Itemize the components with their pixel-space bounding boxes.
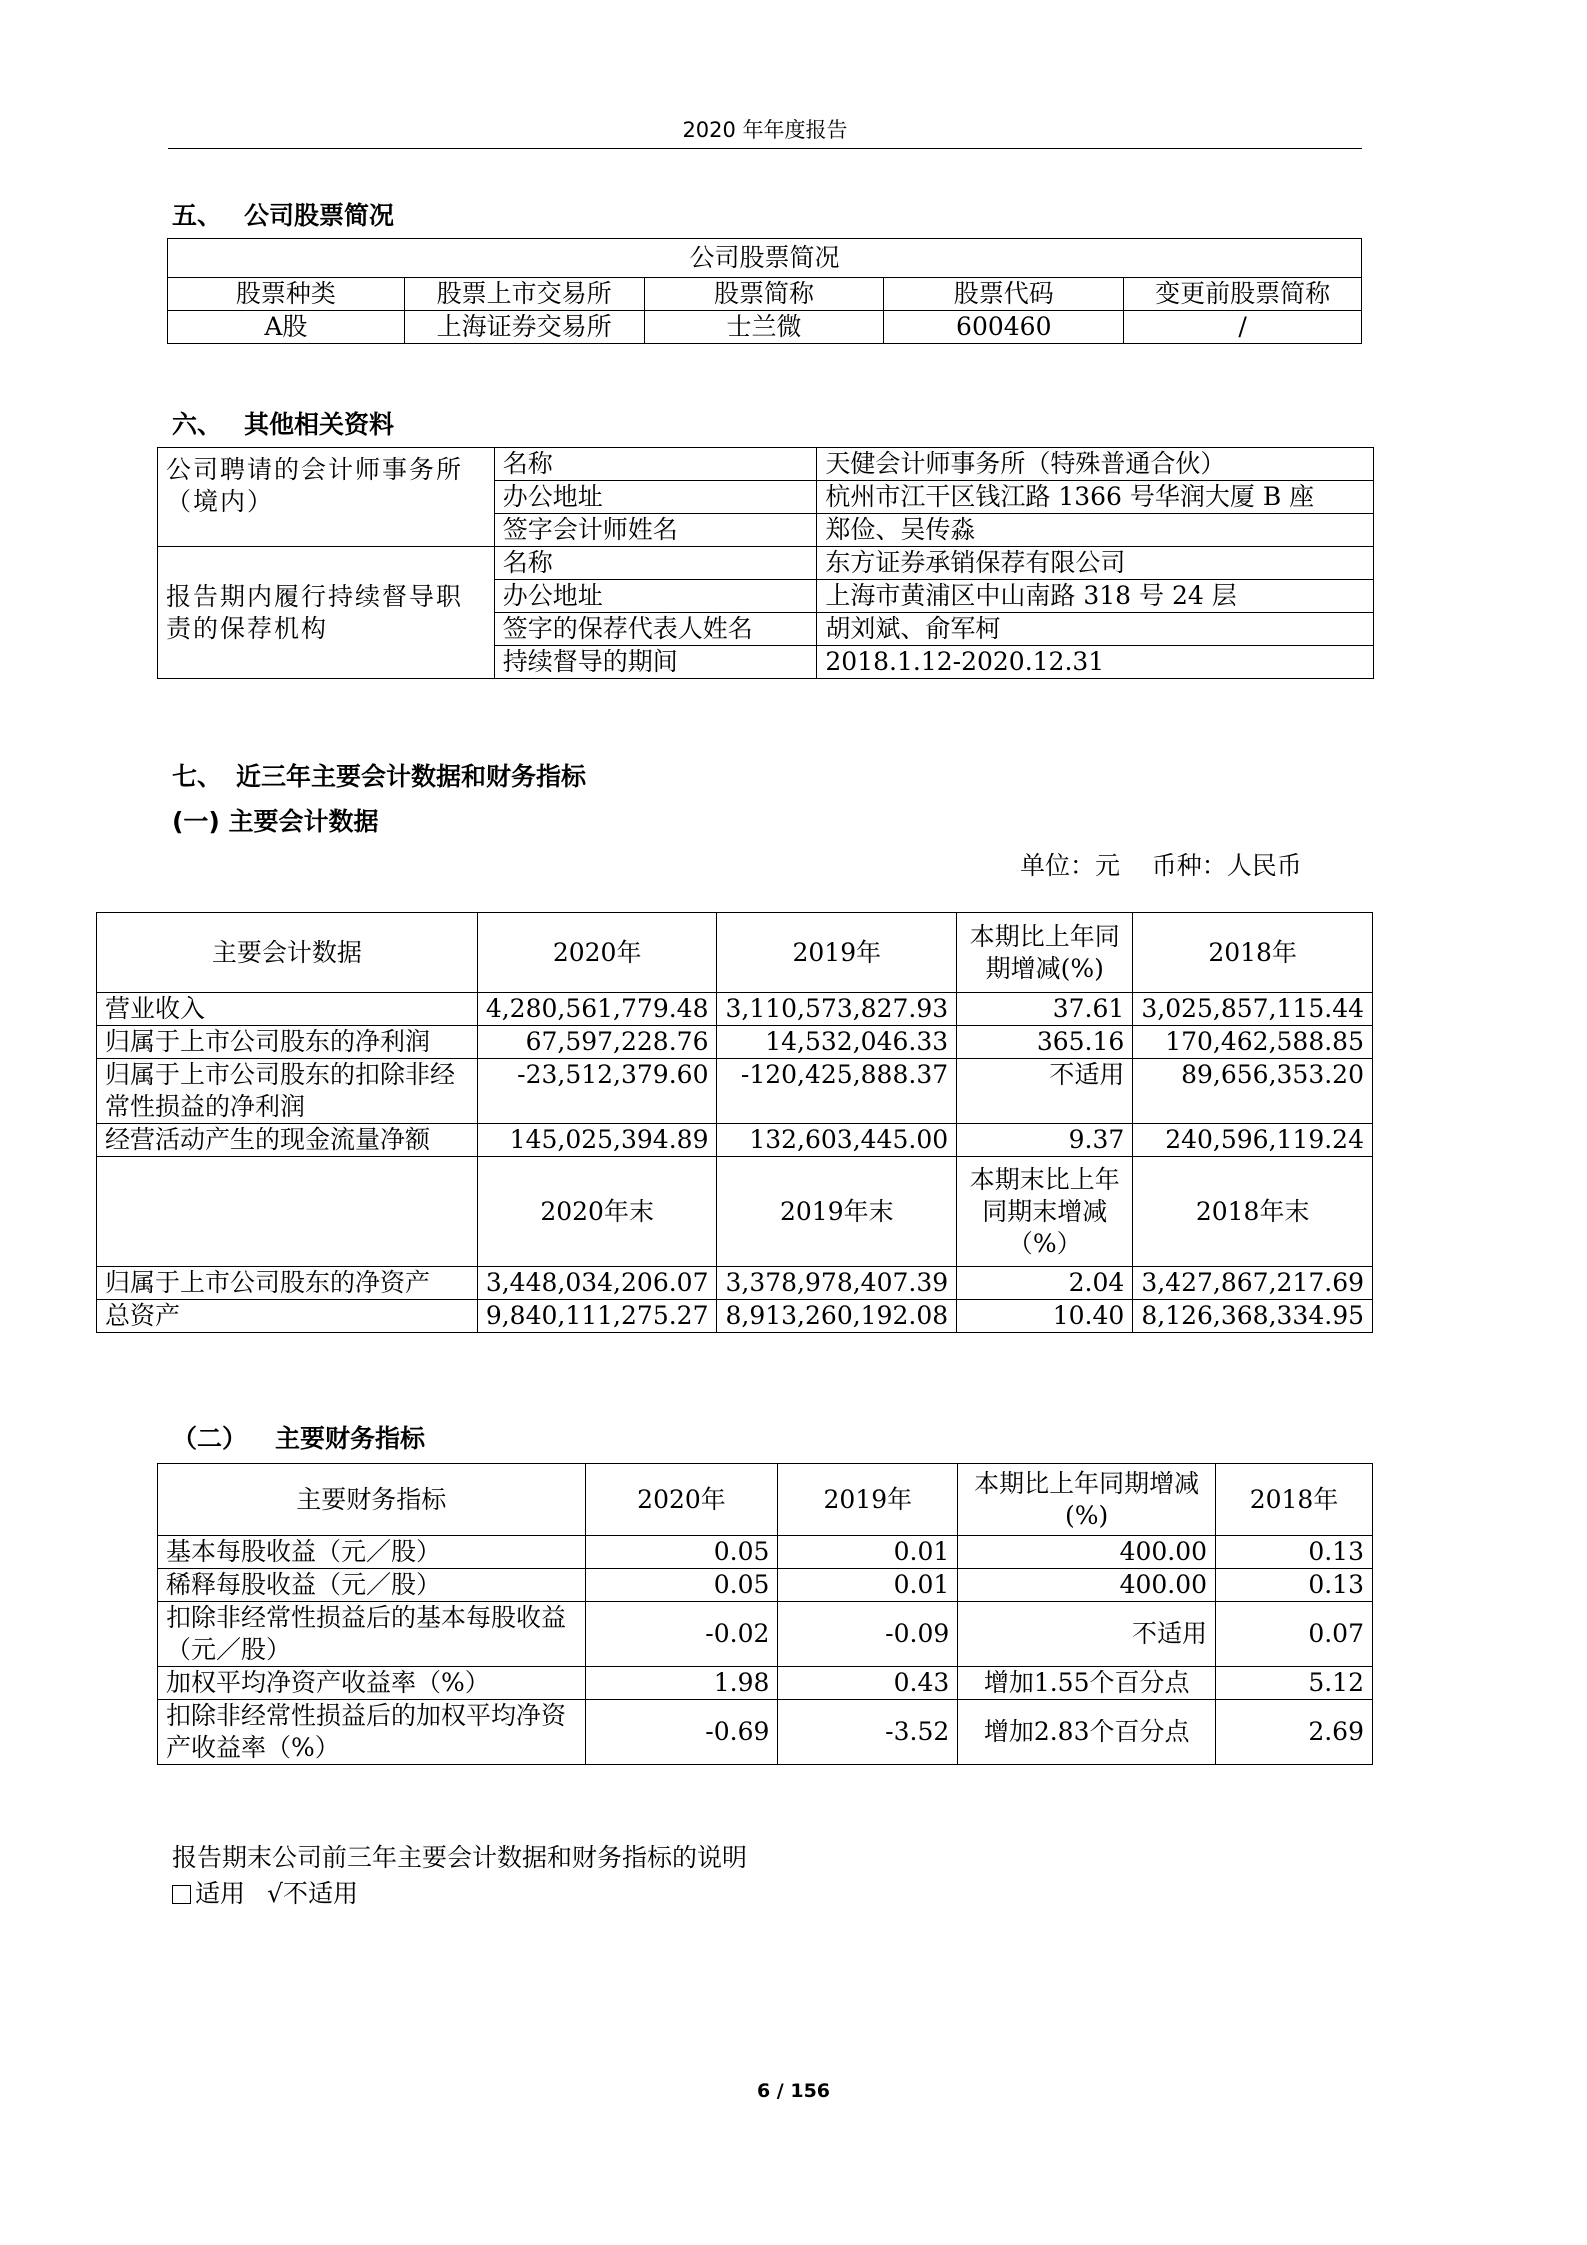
col-header: 股票种类 bbox=[168, 278, 405, 311]
row-label: 基本每股收益（元／股） bbox=[158, 1536, 586, 1569]
col-header: 2019年末 bbox=[717, 1157, 957, 1267]
cell-value: 9,840,111,275.27 bbox=[477, 1300, 717, 1333]
cell-value: -0.02 bbox=[585, 1602, 778, 1667]
cell-value: 0.13 bbox=[1216, 1536, 1373, 1569]
cell-value: 3,110,573,827.93 bbox=[717, 993, 957, 1026]
field-value: 上海市黄浦区中山南路 318 号 24 层 bbox=[817, 580, 1374, 613]
table-row bbox=[158, 1569, 1373, 1602]
auditor-label: 公司聘请的会计师事务所（境内） bbox=[158, 448, 495, 547]
col-header: 本期比上年同期增减(%) bbox=[958, 1464, 1216, 1536]
cell-value: 5.12 bbox=[1216, 1667, 1373, 1700]
col-header: 主要财务指标 bbox=[158, 1464, 586, 1536]
sponsor-label: 报告期内履行持续督导职责的保荐机构 bbox=[158, 547, 495, 679]
table-row bbox=[97, 1059, 1373, 1124]
cell-value: 67,597,228.76 bbox=[477, 1026, 717, 1059]
table-header-row bbox=[158, 1464, 1373, 1536]
table-row bbox=[158, 448, 1374, 481]
field-key: 名称 bbox=[494, 547, 817, 580]
cell-value: 8,126,368,334.95 bbox=[1133, 1300, 1373, 1333]
row-label: 营业收入 bbox=[97, 993, 478, 1026]
cell-value: 365.16 bbox=[957, 1026, 1133, 1059]
col-header: 主要会计数据 bbox=[97, 913, 478, 993]
cell-value: 0.05 bbox=[585, 1536, 778, 1569]
cell-value: 9.37 bbox=[957, 1124, 1133, 1157]
col-header: 本期比上年同期增减(%) bbox=[957, 913, 1133, 993]
field-key: 办公地址 bbox=[494, 580, 817, 613]
col-header bbox=[97, 1157, 478, 1267]
field-key: 签字的保荐代表人姓名 bbox=[494, 613, 817, 646]
field-value: 胡刘斌、俞军柯 bbox=[817, 613, 1374, 646]
cell-value: 1.98 bbox=[585, 1667, 778, 1700]
stock-short-name: 士兰微 bbox=[644, 311, 884, 344]
applicability-options bbox=[172, 1874, 358, 1910]
financial-indicators-table bbox=[157, 1463, 1373, 1765]
col-header: 2020年 bbox=[585, 1464, 778, 1536]
stock-type: A股 bbox=[168, 311, 405, 344]
cell-value: 8,913,260,192.08 bbox=[717, 1300, 957, 1333]
field-key: 签字会计师姓名 bbox=[494, 514, 817, 547]
cell-value: 增加1.55个百分点 bbox=[958, 1667, 1216, 1700]
cell-value: 400.00 bbox=[958, 1536, 1216, 1569]
subsection2-title: 主要财务指标 bbox=[275, 1424, 426, 1453]
cell-value: -120,425,888.37 bbox=[717, 1059, 957, 1124]
cell-value: 0.13 bbox=[1216, 1569, 1373, 1602]
section5-heading bbox=[172, 196, 394, 232]
cell-value: 170,462,588.85 bbox=[1133, 1026, 1373, 1059]
cell-value: -0.09 bbox=[778, 1602, 958, 1667]
section5-number: 五、 bbox=[172, 201, 223, 230]
col-header: 2018年 bbox=[1133, 913, 1373, 993]
cell-value: 145,025,394.89 bbox=[477, 1124, 717, 1157]
checkbox-empty-icon bbox=[172, 1885, 191, 1904]
stock-code: 600460 bbox=[884, 311, 1124, 344]
col-header: 股票简称 bbox=[644, 278, 884, 311]
table-row bbox=[97, 1267, 1373, 1300]
field-value: 东方证券承销保荐有限公司 bbox=[817, 547, 1374, 580]
stock-exchange: 上海证券交易所 bbox=[404, 311, 644, 344]
row-label: 归属于上市公司股东的扣除非经常性损益的净利润 bbox=[97, 1059, 478, 1124]
unit-note: 单位：元 币种：人民币 bbox=[1020, 851, 1302, 880]
col-header: 变更前股票简称 bbox=[1124, 278, 1362, 311]
check-mark-icon: √ bbox=[267, 1879, 283, 1908]
cell-value: 3,427,867,217.69 bbox=[1133, 1267, 1373, 1300]
cell-value: 2.04 bbox=[957, 1267, 1133, 1300]
field-key: 名称 bbox=[494, 448, 817, 481]
col-header: 2018年 bbox=[1216, 1464, 1373, 1536]
option-not-applicable: 不适用 bbox=[282, 1879, 358, 1908]
table-row bbox=[158, 1700, 1373, 1765]
field-value: 郑俭、吴传淼 bbox=[817, 514, 1374, 547]
field-value: 天健会计师事务所（特殊普通合伙） bbox=[817, 448, 1374, 481]
row-label: 加权平均净资产收益率（%） bbox=[158, 1667, 586, 1700]
cell-value: 4,280,561,779.48 bbox=[477, 993, 717, 1026]
table-header-row bbox=[97, 913, 1373, 993]
col-header: 2020年 bbox=[477, 913, 717, 993]
cell-value: 3,448,034,206.07 bbox=[477, 1267, 717, 1300]
field-key: 办公地址 bbox=[494, 481, 817, 514]
section5-title: 公司股票简况 bbox=[244, 201, 395, 230]
table-header-row bbox=[97, 1157, 1373, 1267]
row-label: 归属于上市公司股东的净利润 bbox=[97, 1026, 478, 1059]
row-label: 扣除非经常性损益后的基本每股收益（元／股） bbox=[158, 1602, 586, 1667]
subsection-financial-indicators bbox=[172, 1419, 425, 1455]
cell-value: 14,532,046.33 bbox=[717, 1026, 957, 1059]
cell-value: 0.05 bbox=[585, 1569, 778, 1602]
row-label: 扣除非经常性损益后的加权平均净资产收益率（%） bbox=[158, 1700, 586, 1765]
cell-value: -0.69 bbox=[585, 1700, 778, 1765]
cell-value: 89,656,353.20 bbox=[1133, 1059, 1373, 1124]
section7-title: 近三年主要会计数据和财务指标 bbox=[236, 762, 587, 791]
field-key: 持续督导的期间 bbox=[494, 646, 817, 679]
cell-value: 10.40 bbox=[957, 1300, 1133, 1333]
stock-table-title: 公司股票简况 bbox=[168, 239, 1362, 278]
col-header: 股票代码 bbox=[884, 278, 1124, 311]
table-row bbox=[97, 1026, 1373, 1059]
table-row bbox=[158, 1667, 1373, 1700]
col-header: 2020年末 bbox=[477, 1157, 717, 1267]
cell-value: 不适用 bbox=[958, 1602, 1216, 1667]
cell-value: 0.01 bbox=[778, 1536, 958, 1569]
explanation-note: 报告期末公司前三年主要会计数据和财务指标的说明 bbox=[172, 1843, 748, 1872]
cell-value: 132,603,445.00 bbox=[717, 1124, 957, 1157]
table-row bbox=[168, 311, 1362, 344]
page-header: 2020 年年度报告 bbox=[682, 118, 848, 142]
cell-value: 0.43 bbox=[778, 1667, 958, 1700]
col-header: 股票上市交易所 bbox=[404, 278, 644, 311]
cell-value: 240,596,119.24 bbox=[1133, 1124, 1373, 1157]
cell-value: 增加2.83个百分点 bbox=[958, 1700, 1216, 1765]
table-row bbox=[158, 547, 1374, 580]
previous-short-name: / bbox=[1124, 311, 1362, 344]
option-applicable: 适用 bbox=[195, 1879, 246, 1908]
table-row bbox=[97, 1124, 1373, 1157]
col-header: 2019年 bbox=[717, 913, 957, 993]
section6-title: 其他相关资料 bbox=[244, 410, 395, 439]
cell-value: 0.07 bbox=[1216, 1602, 1373, 1667]
header-rule bbox=[168, 148, 1362, 149]
stock-table bbox=[167, 238, 1362, 344]
cell-value: 0.01 bbox=[778, 1569, 958, 1602]
cell-value: 3,025,857,115.44 bbox=[1133, 993, 1373, 1026]
subsection2-number: （二） bbox=[172, 1424, 248, 1453]
section7-heading bbox=[172, 757, 586, 793]
cell-value: 3,378,978,407.39 bbox=[717, 1267, 957, 1300]
cell-value: 37.61 bbox=[957, 993, 1133, 1026]
cell-value: -3.52 bbox=[778, 1700, 958, 1765]
table-row bbox=[158, 1602, 1373, 1667]
col-header: 本期末比上年同期末增减（%） bbox=[957, 1157, 1133, 1267]
field-value: 2018.1.12-2020.12.31 bbox=[817, 646, 1374, 679]
cell-value: 不适用 bbox=[957, 1059, 1133, 1124]
page-number: 6 / 156 bbox=[756, 2080, 831, 2102]
table-row bbox=[158, 1536, 1373, 1569]
row-label: 总资产 bbox=[97, 1300, 478, 1333]
cell-value: 400.00 bbox=[958, 1569, 1216, 1602]
col-header: 2018年末 bbox=[1133, 1157, 1373, 1267]
table-row bbox=[97, 1300, 1373, 1333]
cell-value: -23,512,379.60 bbox=[477, 1059, 717, 1124]
cell-value: 2.69 bbox=[1216, 1700, 1373, 1765]
section6-number: 六、 bbox=[172, 410, 223, 439]
stock-table-header bbox=[168, 278, 1362, 311]
section6-heading bbox=[172, 405, 394, 441]
col-header: 2019年 bbox=[778, 1464, 958, 1536]
row-label: 归属于上市公司股东的净资产 bbox=[97, 1267, 478, 1300]
row-label: 经营活动产生的现金流量净额 bbox=[97, 1124, 478, 1157]
other-info-table bbox=[157, 447, 1374, 679]
table-row bbox=[97, 993, 1373, 1026]
field-value: 杭州市江干区钱江路 1366 号华润大厦 B 座 bbox=[817, 481, 1374, 514]
subsection-accounting-data: (一) 主要会计数据 bbox=[172, 807, 379, 836]
section7-number: 七、 bbox=[172, 762, 223, 791]
row-label: 稀释每股收益（元／股） bbox=[158, 1569, 586, 1602]
accounting-data-table bbox=[96, 912, 1373, 1333]
